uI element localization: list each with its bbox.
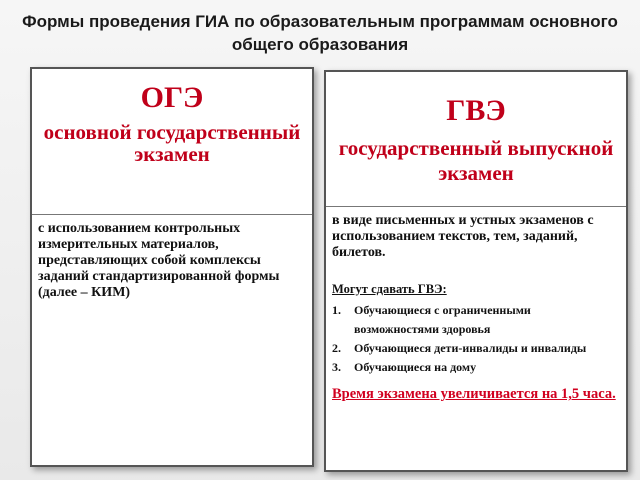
list-item-text: Обучающиеся на дому [354,360,477,374]
oge-header [32,69,312,215]
list-item-number: 2. [332,341,341,355]
list-item [332,358,618,377]
oge-body [32,215,312,301]
gve-card [324,70,628,472]
oge-description: с использованием контрольных измерительных материалов, представляющих собой комплексы заданий стандартизированной формы (далее – КИМ) [38,221,280,300]
gve-header [326,72,626,207]
oge-abbr: ОГЭ [140,81,204,114]
list-item-number: 3. [332,360,341,374]
gve-time-note: Время экзамена увеличивается на 1,5 часа. [332,386,616,402]
list-item-text: Обучающиеся с ограниченными возможностями здоровья [354,303,531,336]
gve-body [326,207,626,406]
gve-who-heading: Могут сдавать ГВЭ: [332,282,447,296]
gve-abbr: ГВЭ [446,94,506,127]
oge-card [30,67,314,467]
list-item [332,301,618,339]
slide-title: Формы проведения ГИА по образовательным программам основного общего образования [22,12,618,54]
gve-full-name: государственный выпускной экзамен [338,136,614,185]
oge-full-name: основной государственный экзамен [43,120,301,166]
list-item-number: 1. [332,303,341,317]
list-item-text: Обучающиеся дети-инвалиды и инвалиды [354,341,587,355]
gve-description: в виде письменных и устных экзаменов с использованием текстов, тем, заданий, билетов. [332,213,594,260]
gve-who-list [332,301,618,377]
list-item [332,339,618,358]
